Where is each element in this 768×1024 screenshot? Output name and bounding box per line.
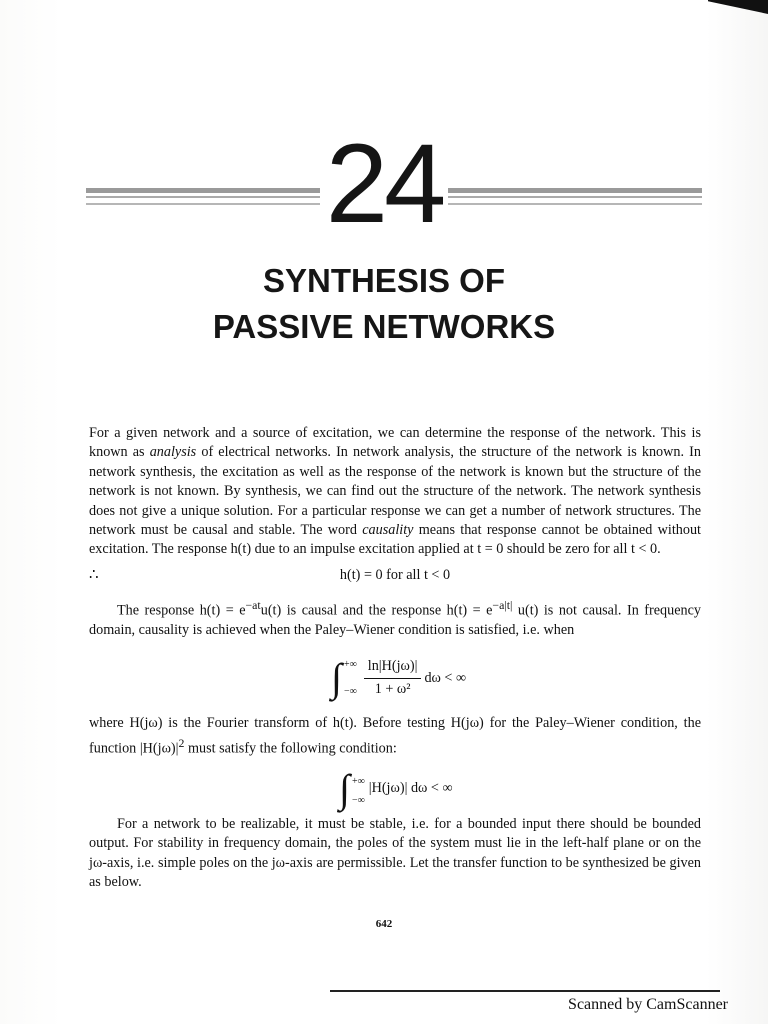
paragraph-causality: The response $h(t) = e^{-at}u(t)$ is causal and the response $h(t) = e^{-a|t|}$ u(t) is not causal. In frequency domain, causality is achieved when the Paley–Wiener condition is satisfied, i.e. when	[89, 597, 702, 638]
integral-body: |H(jω)| dω < ∞	[368, 780, 453, 797]
integral-limits: +∞ −∞	[343, 659, 357, 697]
chapter-number: 24	[0, 128, 768, 240]
paragraph-fourier: where H(jω) is the Fourier transform of h(t). Before testing H(jω) for the Paley–Wiener condition, the function $|H(j\omega)|^2$ must satisfy the following condition:	[89, 715, 701, 757]
chapter-title	[0, 258, 768, 350]
fraction: $\frac{\ln|H(j\omega)|}{\text{1 + ω²}}$	[364, 657, 422, 699]
integral-limits: +∞ −∞	[351, 775, 365, 807]
scanner-watermark: Scanned by CamScanner	[568, 996, 728, 1013]
equation-text: h(t) = 0 for all t < 0	[339, 566, 451, 583]
footer-rule	[330, 990, 720, 992]
paragraph-intro: For a given network and a source of excitation, we can determine the response of the network. This is known as analysis of electrical networks. In network analysis, the structure of the network is known. In network synthesis, the excitation as well as the response of the network is known but the structure of the network is not known. By synthesis, we can find out the structure of the network. The network synthesis does not give a unique solution. For a particular response we can get a number of network structures. The network must be causal and stable. The word causality means that response cannot be obtained without excitation. The response h(t) due to an impulse excitation applied at t = 0 should be zero for all t < 0.	[89, 425, 701, 558]
integral-sign: ∫	[331, 655, 342, 701]
scan-corner-mark	[708, 0, 768, 14]
integral-tail: dω < ∞	[424, 669, 467, 686]
causality-equation	[89, 566, 701, 588]
paragraph-stability: For a network to be realizable, it must be stable, i.e. for a bounded input there should be bounded output. For stability in frequency domain, the poles of the system must lie in the left-half plane or on the jω-axis, i.e. simple poles on the jω-axis are permissible. Let the transfer function to be synthesized be given as below.	[89, 815, 701, 891]
paley-wiener-equation	[89, 650, 701, 706]
square-integrable-equation	[89, 765, 701, 811]
chapter-title-line2: PASSIVE NETWORKS	[212, 308, 556, 345]
integral-sign: ∫	[339, 765, 350, 811]
body-text	[89, 424, 701, 893]
therefore-symbol: ∴	[89, 566, 99, 583]
page-number: 642	[375, 918, 393, 930]
chapter-title-line1: SYNTHESIS OF	[262, 262, 506, 299]
